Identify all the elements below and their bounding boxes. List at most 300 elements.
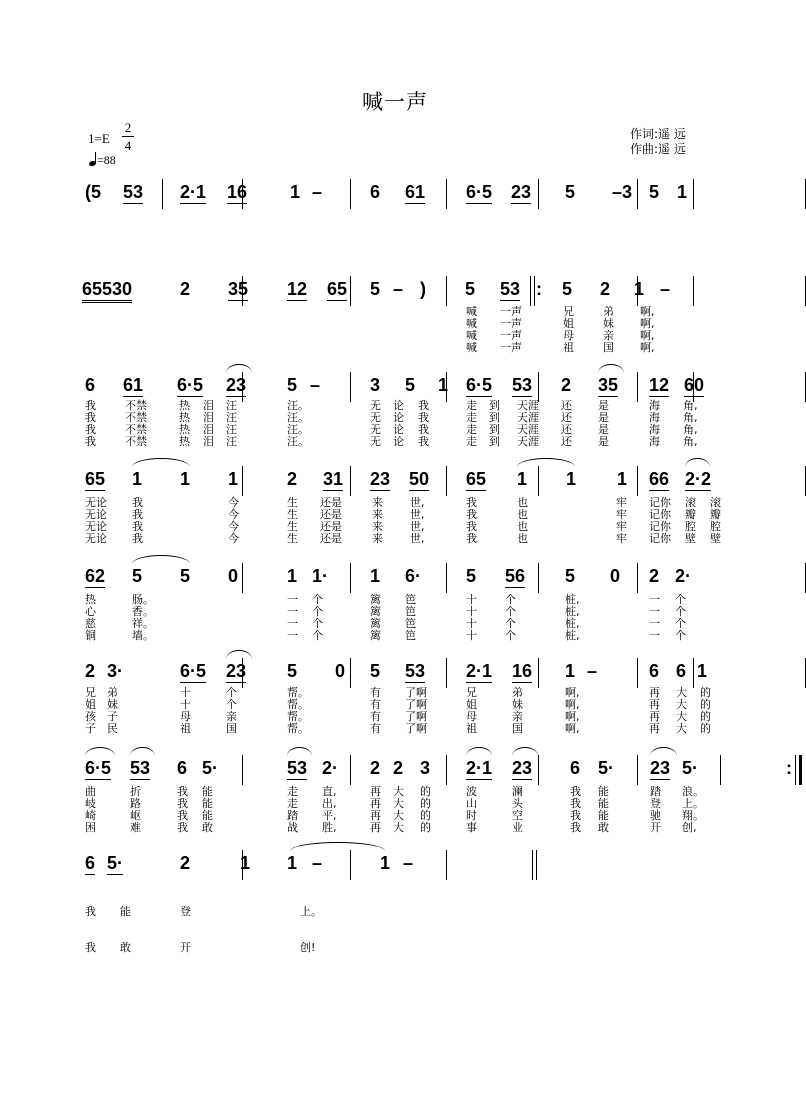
lyric-syllable: 妹 — [603, 317, 614, 330]
note-group: 3 — [420, 758, 431, 778]
note-group: 61 — [123, 375, 144, 395]
lyric-syllable: 了啊 — [405, 722, 427, 735]
note-group: 16 — [227, 182, 248, 202]
lyric-syllable: 了啊 — [405, 686, 427, 699]
note-group: 23 — [226, 661, 247, 681]
lyric-syllable: 我 — [85, 905, 96, 918]
lyric-syllable: 再 — [649, 698, 660, 711]
barline — [162, 179, 163, 209]
lyric-syllable: 喊 — [466, 317, 477, 330]
note-group: 2· — [675, 566, 692, 586]
barline — [446, 466, 447, 496]
lyric-syllable: 头 — [512, 797, 523, 810]
lyric-syllable: 肠。 — [132, 593, 154, 606]
note-group: – — [310, 375, 321, 395]
score-system-7 — [80, 757, 792, 834]
note-group: 1 — [697, 661, 708, 681]
lyric-syllable: 创! — [300, 941, 316, 954]
barline — [693, 658, 694, 688]
time-signature — [120, 119, 136, 154]
note-group: 5 — [287, 661, 298, 681]
lyric-syllable: 泪 — [203, 399, 214, 412]
lyric-syllable: 有 — [370, 722, 381, 735]
lyric-syllable: 角, — [683, 411, 698, 424]
note-group: 23 — [226, 375, 247, 395]
lyric-syllable: 到 — [489, 423, 500, 436]
lyric-syllable: 崎 — [85, 809, 96, 822]
lyric-syllable: 姐 — [85, 698, 96, 711]
lyric-syllable: 今 — [228, 496, 239, 509]
lyric-syllable: 走 — [466, 399, 477, 412]
lyric-syllable: 上。 — [300, 905, 322, 918]
lyric-syllable: 来 — [372, 508, 383, 521]
lyric-syllable: 个 — [312, 629, 323, 642]
lyric-syllable: 汪。 — [287, 435, 309, 448]
lyric-syllable: 汪。 — [287, 411, 309, 424]
lyric-syllable: 是 — [598, 423, 609, 436]
lyric-syllable: 的 — [420, 809, 431, 822]
lyric-syllable: 母 — [563, 329, 574, 342]
lyric-syllable: 一声 — [500, 317, 522, 330]
note-group: 66 — [649, 469, 670, 489]
lyric-syllable: 事 — [466, 821, 477, 834]
lyric-syllable: 是 — [598, 411, 609, 424]
lyric-syllable: 大 — [676, 722, 687, 735]
lyric-syllable: 篱 — [370, 629, 381, 642]
note-group: 23 — [370, 469, 391, 489]
note-group: (5 — [85, 182, 102, 202]
lyric-syllable: 战 — [287, 821, 298, 834]
note-group: 53 — [130, 758, 151, 778]
lyric-syllable: 时 — [466, 809, 477, 822]
lyric-syllable: 热 — [85, 593, 96, 606]
lyric-syllable: 能 — [598, 785, 609, 798]
lyric-syllable: 了啊 — [405, 698, 427, 711]
double-barline — [532, 850, 533, 880]
score-system-1 — [80, 181, 726, 211]
lyric-syllable: 瓣 — [710, 508, 721, 521]
note-group: 6 — [85, 375, 96, 395]
lyric-syllable: 泪 — [203, 423, 214, 436]
lyric-syllable: 啊, — [565, 686, 580, 699]
lyric-syllable: 大 — [676, 698, 687, 711]
lyric-syllable: 记你 — [649, 520, 671, 533]
lyric-syllable: 姐 — [563, 317, 574, 330]
note-group: – — [612, 182, 623, 202]
lyric-syllable: 啊, — [640, 317, 655, 330]
barline — [350, 276, 351, 306]
lyric-syllable: 十 — [180, 686, 191, 699]
music-line — [80, 278, 726, 302]
lyric-syllable: 弟 — [603, 305, 614, 318]
music-line — [80, 757, 792, 781]
lyric-syllable: 登 — [180, 905, 191, 918]
lyric-syllable: 喊 — [466, 305, 477, 318]
lyric-syllable: 直, — [322, 785, 337, 798]
lyric-syllable: 祖 — [180, 722, 191, 735]
score-system-6 — [80, 660, 726, 735]
slur-mark — [226, 364, 252, 373]
barline — [538, 466, 539, 496]
lyric-verse-4 — [80, 435, 726, 449]
lyric-syllable: 国 — [512, 722, 523, 735]
score-system-5 — [80, 565, 726, 642]
lyric-syllable: 能 — [202, 809, 213, 822]
lyric-syllable: 世, — [410, 508, 425, 521]
lyric-syllable: 驰 — [650, 809, 661, 822]
note-group: 23 — [511, 182, 532, 202]
note-group: 5 — [132, 566, 143, 586]
lyric-syllable: 能 — [598, 809, 609, 822]
note-group: 53 — [405, 661, 426, 681]
lyric-syllable: 天涯 — [517, 411, 539, 424]
lyric-syllable: 敢 — [202, 821, 213, 834]
lyric-syllable: 一 — [649, 593, 660, 606]
note-group: 65 — [466, 469, 487, 489]
lyric-syllable: 大 — [393, 797, 404, 810]
note-group: 23 — [650, 758, 671, 778]
lyric-syllable: 个 — [226, 686, 237, 699]
lyric-syllable: 桩, — [565, 605, 580, 618]
note-group: 2 — [600, 279, 611, 299]
note-group: 6 — [370, 182, 381, 202]
lyric-syllable: 兄 — [85, 686, 96, 699]
barline — [637, 658, 638, 688]
lyric-syllable: 牢 — [616, 520, 627, 533]
lyric-syllable: 再 — [370, 785, 381, 798]
lyric-syllable: 弟 — [107, 686, 118, 699]
credits — [630, 127, 686, 157]
lyric-syllable: 角, — [683, 423, 698, 436]
lyric-syllable: 是 — [598, 399, 609, 412]
lyric-syllable: 个 — [312, 605, 323, 618]
lyric-syllable: 妹 — [107, 698, 118, 711]
repeat-sign: : — [536, 279, 542, 299]
note-group: 1 — [634, 279, 645, 299]
barline — [637, 372, 638, 402]
lyric-syllable: 角, — [683, 399, 698, 412]
lyric-syllable: 壁 — [710, 532, 721, 545]
lyric-syllable: 折 — [130, 785, 141, 798]
barline — [637, 563, 638, 593]
lyric-syllable: 啊, — [640, 329, 655, 342]
note-group: 23 — [512, 758, 533, 778]
lyric-syllable: 海 — [649, 399, 660, 412]
lyric-syllable: 创, — [682, 821, 697, 834]
note-group: 6 — [570, 758, 581, 778]
lyric-syllable: 生 — [287, 508, 298, 521]
lyric-syllable: 敢 — [120, 941, 131, 954]
note-group: 2 — [649, 566, 660, 586]
note-group: 6·5 — [466, 375, 493, 395]
lyric-verse-4 — [80, 722, 726, 736]
lyric-syllable: 也 — [517, 520, 528, 533]
lyric-syllable: 还 — [561, 435, 572, 448]
lyric-syllable: 壁 — [685, 532, 696, 545]
lyric-syllable: 波 — [466, 785, 477, 798]
slur-mark — [130, 747, 155, 756]
barline — [446, 276, 447, 306]
barline — [350, 755, 351, 785]
barline — [538, 179, 539, 209]
lyric-syllable: 还是 — [320, 496, 342, 509]
lyric-syllable: 十 — [180, 698, 191, 711]
slur-mark — [85, 747, 115, 756]
lyric-syllable: 我 — [570, 785, 581, 798]
lyric-syllable: 笆 — [405, 617, 416, 630]
lyric-syllable: 我 — [570, 797, 581, 810]
lyric-syllable: 今 — [228, 508, 239, 521]
note-group: 6· — [405, 566, 422, 586]
lyric-syllable: 论 — [393, 423, 404, 436]
lyric-syllable: 今 — [228, 520, 239, 533]
lyric-syllable: 不禁 — [125, 435, 147, 448]
lyric-syllable: 再 — [649, 686, 660, 699]
lyric-syllable: 无 — [370, 399, 381, 412]
note-group: 2·2 — [685, 469, 712, 489]
note-group: 65 — [327, 279, 348, 299]
lyric-syllable: 牢 — [616, 532, 627, 545]
lyric-syllable: 无 — [370, 435, 381, 448]
lyric-syllable: 国 — [603, 341, 614, 354]
slur-mark — [517, 458, 575, 467]
note-group: 0 — [335, 661, 346, 681]
lyric-syllable: 啊, — [640, 305, 655, 318]
lyric-syllable: 我 — [418, 399, 429, 412]
lyric-syllable: 十 — [466, 593, 477, 606]
note-group: 60 — [684, 375, 705, 395]
slur-mark — [512, 747, 538, 756]
lyric-syllable: 汪。 — [287, 423, 309, 436]
note-group: 2·1 — [180, 182, 207, 202]
score-system-8 — [80, 852, 726, 954]
lyric-syllable: 国 — [226, 722, 237, 735]
barline — [350, 658, 351, 688]
lyric-syllable: 滚 — [710, 496, 721, 509]
lyric-syllable: 生 — [287, 532, 298, 545]
note-group: 2 — [393, 758, 404, 778]
slur-mark — [226, 650, 252, 659]
lyric-syllable: 大 — [676, 686, 687, 699]
lyric-syllable: 我 — [466, 520, 477, 533]
lyric-syllable: 无 — [370, 423, 381, 436]
note-group: 1 — [287, 566, 298, 586]
lyric-syllable: 走 — [466, 423, 477, 436]
lyric-syllable: 再 — [370, 809, 381, 822]
note-group: 65530 — [82, 278, 132, 303]
note-group: 1 — [287, 853, 298, 873]
lyric-syllable: 铜 — [85, 629, 96, 642]
lyric-syllable: 大 — [676, 710, 687, 723]
lyric-syllable: 喊 — [466, 341, 477, 354]
note-group: 35 — [228, 279, 249, 299]
note-group: 5 — [565, 566, 576, 586]
score-system-2 — [80, 278, 726, 354]
lyric-syllable: 还是 — [320, 532, 342, 545]
lyric-syllable: 我 — [570, 821, 581, 834]
lyric-syllable: 还是 — [320, 508, 342, 521]
lyric-syllable: 桩, — [565, 629, 580, 642]
barline — [350, 563, 351, 593]
note-group: 6·5 — [180, 661, 207, 681]
lyric-syllable: 我 — [132, 520, 143, 533]
lyric-syllable: 平, — [322, 809, 337, 822]
note-group: 53 — [500, 279, 521, 299]
lyric-syllable: 腔 — [710, 520, 721, 533]
lyric-syllable: 空 — [512, 809, 523, 822]
lyric-syllable: 世, — [410, 496, 425, 509]
lyric-syllable: 海 — [649, 411, 660, 424]
lyric-syllable: 的 — [700, 686, 711, 699]
lyric-syllable: 我 — [418, 423, 429, 436]
note-group: 1 — [370, 566, 381, 586]
barline — [637, 466, 638, 496]
lyric-syllable: 无 — [370, 411, 381, 424]
lyric-syllable: 难 — [130, 821, 141, 834]
lyric-syllable: 能 — [202, 785, 213, 798]
barline — [637, 179, 638, 209]
lyric-syllable: 一 — [287, 605, 298, 618]
note-group: 2·1 — [466, 758, 493, 778]
lyric-verse-4 — [80, 341, 726, 355]
lyric-syllable: 大 — [393, 809, 404, 822]
note-group: – — [312, 853, 323, 873]
score-system-3 — [80, 374, 726, 448]
lyric-syllable: 天涯 — [517, 435, 539, 448]
barline — [693, 276, 694, 306]
lyric-syllable: 岐 — [85, 797, 96, 810]
note-group: 5 — [565, 182, 576, 202]
lyric-syllable: 妹 — [512, 698, 523, 711]
lyric-syllable: 个 — [675, 605, 686, 618]
lyric-verse-4 — [80, 821, 726, 835]
lyric-syllable: 的 — [420, 797, 431, 810]
lyric-syllable: 也 — [517, 532, 528, 545]
note-group: 5 — [405, 375, 416, 395]
note-group: 1 — [228, 469, 239, 489]
note-group: 1 — [617, 469, 628, 489]
lyric-syllable: 到 — [489, 399, 500, 412]
barline — [446, 850, 447, 880]
lyric-syllable: 了啊 — [405, 710, 427, 723]
note-group: 6 — [676, 661, 687, 681]
note-group: ) — [420, 279, 426, 299]
lyric-syllable: 个 — [505, 593, 516, 606]
slur-mark — [650, 747, 677, 756]
lyric-syllable: 一声 — [500, 341, 522, 354]
lyric-syllable: 记你 — [649, 496, 671, 509]
lyric-syllable: 天涯 — [517, 399, 539, 412]
lyric-syllable: 泪 — [203, 411, 214, 424]
double-barline — [530, 276, 531, 306]
note-group: 6·5 — [85, 758, 112, 778]
lyric-syllable: 墙。 — [132, 629, 154, 642]
note-group: 53 — [512, 375, 533, 395]
lyric-syllable: 的 — [420, 785, 431, 798]
lyric-syllable: 十 — [466, 629, 477, 642]
lyric-syllable: 敢 — [598, 821, 609, 834]
lyric-syllable: 到 — [489, 411, 500, 424]
lyric-syllable: 我 — [570, 809, 581, 822]
lyric-syllable: 一 — [287, 629, 298, 642]
lyric-syllable: 姐 — [466, 698, 477, 711]
lyric-syllable: 再 — [649, 710, 660, 723]
note-group: 65 — [85, 469, 106, 489]
lyric-syllable: 的 — [700, 698, 711, 711]
barline — [446, 563, 447, 593]
barline — [720, 755, 721, 785]
lyric-syllable: 困 — [85, 821, 96, 834]
lyric-syllable: 我 — [132, 532, 143, 545]
lyric-syllable: 热 — [179, 399, 190, 412]
note-group: 1 — [677, 182, 688, 202]
lyric-syllable: 还是 — [320, 520, 342, 533]
note-group: 2·1 — [466, 661, 493, 681]
lyric-syllable: 岖 — [130, 809, 141, 822]
barline — [242, 563, 243, 593]
lyric-syllable: 我 — [177, 797, 188, 810]
note-group: 1 — [566, 469, 577, 489]
lyric-syllable: 我 — [85, 399, 96, 412]
lyric-syllable: 慈 — [85, 617, 96, 630]
lyric-syllable: 帮。 — [287, 710, 309, 723]
slur-mark — [685, 458, 710, 467]
composer-credit: 作曲:遥 远 — [630, 142, 686, 156]
note-group: 5 — [180, 566, 191, 586]
lyric-syllable: 有 — [370, 686, 381, 699]
note-group: 1 — [132, 469, 143, 489]
lyric-syllable: 孩 — [85, 710, 96, 723]
lyric-syllable: 来 — [372, 496, 383, 509]
note-group: 5· — [202, 758, 219, 778]
lyric-syllable: 篱 — [370, 617, 381, 630]
lyric-syllable: 我 — [85, 941, 96, 954]
lyric-syllable: 生 — [287, 520, 298, 533]
meter-denominator: 4 — [124, 138, 132, 153]
lyric-syllable: 啊, — [640, 341, 655, 354]
lyric-syllable: 记你 — [649, 532, 671, 545]
score-system-4 — [80, 468, 726, 545]
lyric-syllable: 一 — [287, 617, 298, 630]
lyric-syllable: 我 — [418, 411, 429, 424]
note-group: 1 — [438, 375, 449, 395]
lyric-syllable: 弟 — [512, 686, 523, 699]
song-title: 喊一声 — [362, 90, 428, 114]
lyric-syllable: 牢 — [616, 508, 627, 521]
lyric-syllable: 子 — [107, 710, 118, 723]
lyric-syllable: 再 — [370, 797, 381, 810]
lyricist-credit: 作词:遥 远 — [630, 127, 686, 141]
lyric-verse-1 — [80, 905, 726, 919]
note-group: 1 — [240, 853, 251, 873]
note-group: 2 — [180, 853, 191, 873]
lyric-syllable: 有 — [370, 710, 381, 723]
lyric-syllable: 祥。 — [132, 617, 154, 630]
lyric-syllable: 个 — [505, 605, 516, 618]
lyric-syllable: 帮。 — [287, 698, 309, 711]
lyric-syllable: 曲 — [85, 785, 96, 798]
music-line — [80, 852, 726, 876]
note-group: 5 — [562, 279, 573, 299]
note-group: 6 — [649, 661, 660, 681]
lyric-syllable: 论 — [393, 399, 404, 412]
note-group: 3· — [107, 661, 124, 681]
lyric-syllable: 汪 — [226, 435, 237, 448]
lyric-syllable: 汪 — [226, 399, 237, 412]
music-line — [80, 660, 726, 684]
lyric-syllable: 牢 — [616, 496, 627, 509]
lyric-syllable: 笆 — [405, 629, 416, 642]
